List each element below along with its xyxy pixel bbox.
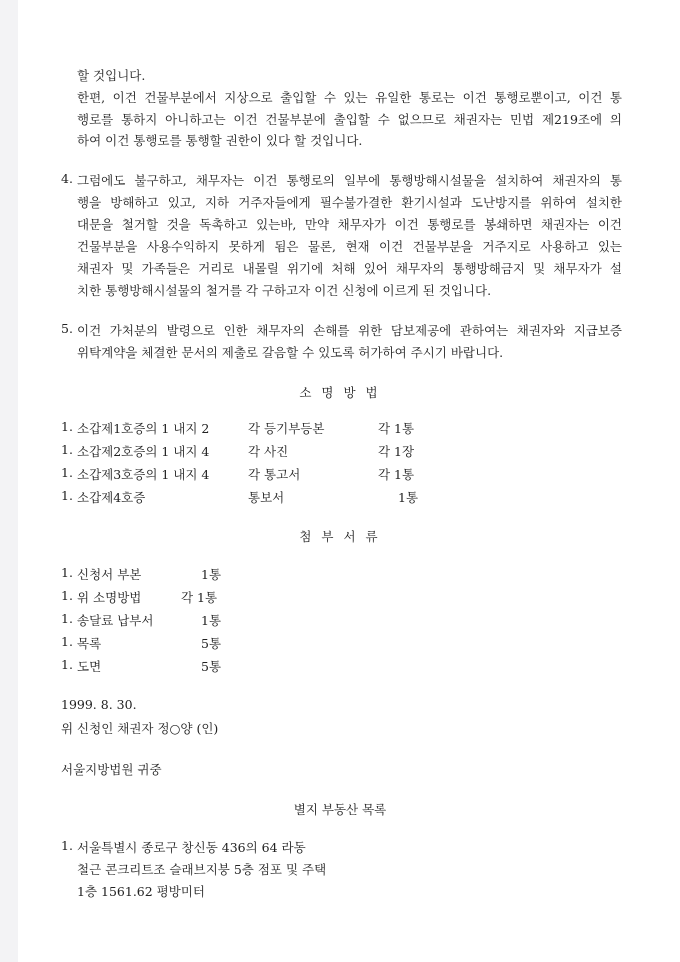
attachment-name: 도면 [77, 659, 102, 674]
paragraph-line: 치한 통행방해시설물의 철거를 각 구하고자 이건 신청에 이르게 된 것입니다. [77, 283, 492, 298]
property-heading: 별지 부동산 목록 [293, 802, 387, 817]
evidence-qty: 각 1장 [378, 444, 415, 459]
evidence-desc: 각 사진 [248, 444, 289, 459]
attachment-qty: 각 1통 [181, 590, 218, 605]
evidence-qty: 각 1통 [378, 467, 415, 482]
intro-line: 행로를 통하지 아니하고는 이건 건물부분에 출입할 수 없으므로 채권자는 민법 제219조에 의 [77, 112, 622, 127]
attachment-bullet: 1. [61, 565, 73, 580]
attachments-heading: 첨 부 서 류 [299, 529, 381, 544]
attachment-name: 목록 [77, 636, 102, 651]
paragraph-line: 채권자 및 가족들은 거리로 내몰릴 위기에 처해 있어 채무자의 통행방해금지 및 채무자가 설 [77, 261, 622, 276]
attachment-name: 위 소명방법 [77, 590, 142, 605]
attachment-name: 신청서 부본 [77, 567, 142, 582]
attachment-qty: 1통 [201, 613, 222, 628]
attachment-bullet: 1. [61, 657, 73, 672]
evidence-name: 소갑제3호증의 1 내지 4 [77, 467, 210, 482]
property-area: 1층 1561.62 평방미터 [77, 884, 205, 899]
attachment-bullet: 1. [61, 611, 73, 626]
evidence-bullet: 1. [61, 488, 73, 503]
attachment-name: 송달료 납부서 [77, 613, 154, 628]
evidence-desc: 각 등기부등본 [248, 421, 325, 436]
paragraph-line: 행을 방해하고 있고, 지하 거주자들에게 필수불가결한 환기시설과 도난방지를 위하여 설치한 [77, 195, 622, 210]
property-structure: 철근 콘크리트조 슬래브지붕 5층 점포 및 주택 [77, 862, 327, 877]
evidence-bullet: 1. [61, 465, 73, 480]
paragraph-line: 이건 가처분의 발령으로 인한 채무자의 손해를 위한 담보제공에 관하여는 채권자와 지급보증 [77, 323, 622, 338]
evidence-qty: 각 1통 [378, 421, 415, 436]
evidence-name: 소갑제1호증의 1 내지 2 [77, 421, 210, 436]
evidence-bullet: 1. [61, 419, 73, 434]
evidence-desc: 통보서 [248, 490, 285, 505]
intro-line: 할 것입니다. [77, 68, 146, 83]
filing-date: 1999. 8. 30. [61, 697, 137, 712]
evidence-bullet: 1. [61, 442, 73, 457]
intro-line: 하여 이건 통행로를 통행할 권한이 있다 할 것입니다. [77, 133, 363, 148]
signer-line: 위 신청인 채권자 정○양 (인) [61, 721, 219, 736]
attachment-qty: 5통 [201, 659, 222, 674]
evidence-heading: 소 명 방 법 [299, 385, 381, 400]
intro-line: 한편, 이건 건물부분에서 지상으로 출입할 수 있는 유일한 통로는 이건 통행로뿐이고, 이건 통 [77, 90, 622, 105]
property-address: 서울특별시 종로구 창신동 436의 64 라동 [77, 840, 306, 855]
evidence-qty: 1통 [398, 490, 419, 505]
paragraph-line: 대문을 철거할 것을 독촉하고 있는바, 만약 채무자가 이건 통행로를 봉쇄하면 채권자는 이건 [77, 217, 622, 232]
attachment-qty: 1통 [201, 567, 222, 582]
paragraph-number: 5. [61, 321, 73, 336]
paragraph-number: 4. [61, 171, 73, 186]
attachment-bullet: 1. [61, 634, 73, 649]
paragraph-line: 건물부분을 사용수익하지 못하게 됨은 물론, 현재 이건 건물부분을 거주지로 사용하고 있는 [77, 239, 622, 254]
evidence-desc: 각 통고서 [248, 467, 301, 482]
paragraph-line: 위탁계약을 체결한 문서의 제출로 갈음할 수 있도록 허가하여 주시기 바랍니다. [77, 345, 504, 360]
evidence-name: 소갑제2호증의 1 내지 4 [77, 444, 210, 459]
property-bullet: 1. [61, 838, 73, 853]
attachment-bullet: 1. [61, 588, 73, 603]
attachment-qty: 5통 [201, 636, 222, 651]
paragraph-line: 그럼에도 불구하고, 채무자는 이건 통행로의 일부에 통행방해시설물을 설치하여 채권자의 통 [77, 173, 622, 188]
evidence-name: 소갑제4호증 [77, 490, 146, 505]
court-addressee: 서울지방법원 귀중 [61, 762, 162, 777]
